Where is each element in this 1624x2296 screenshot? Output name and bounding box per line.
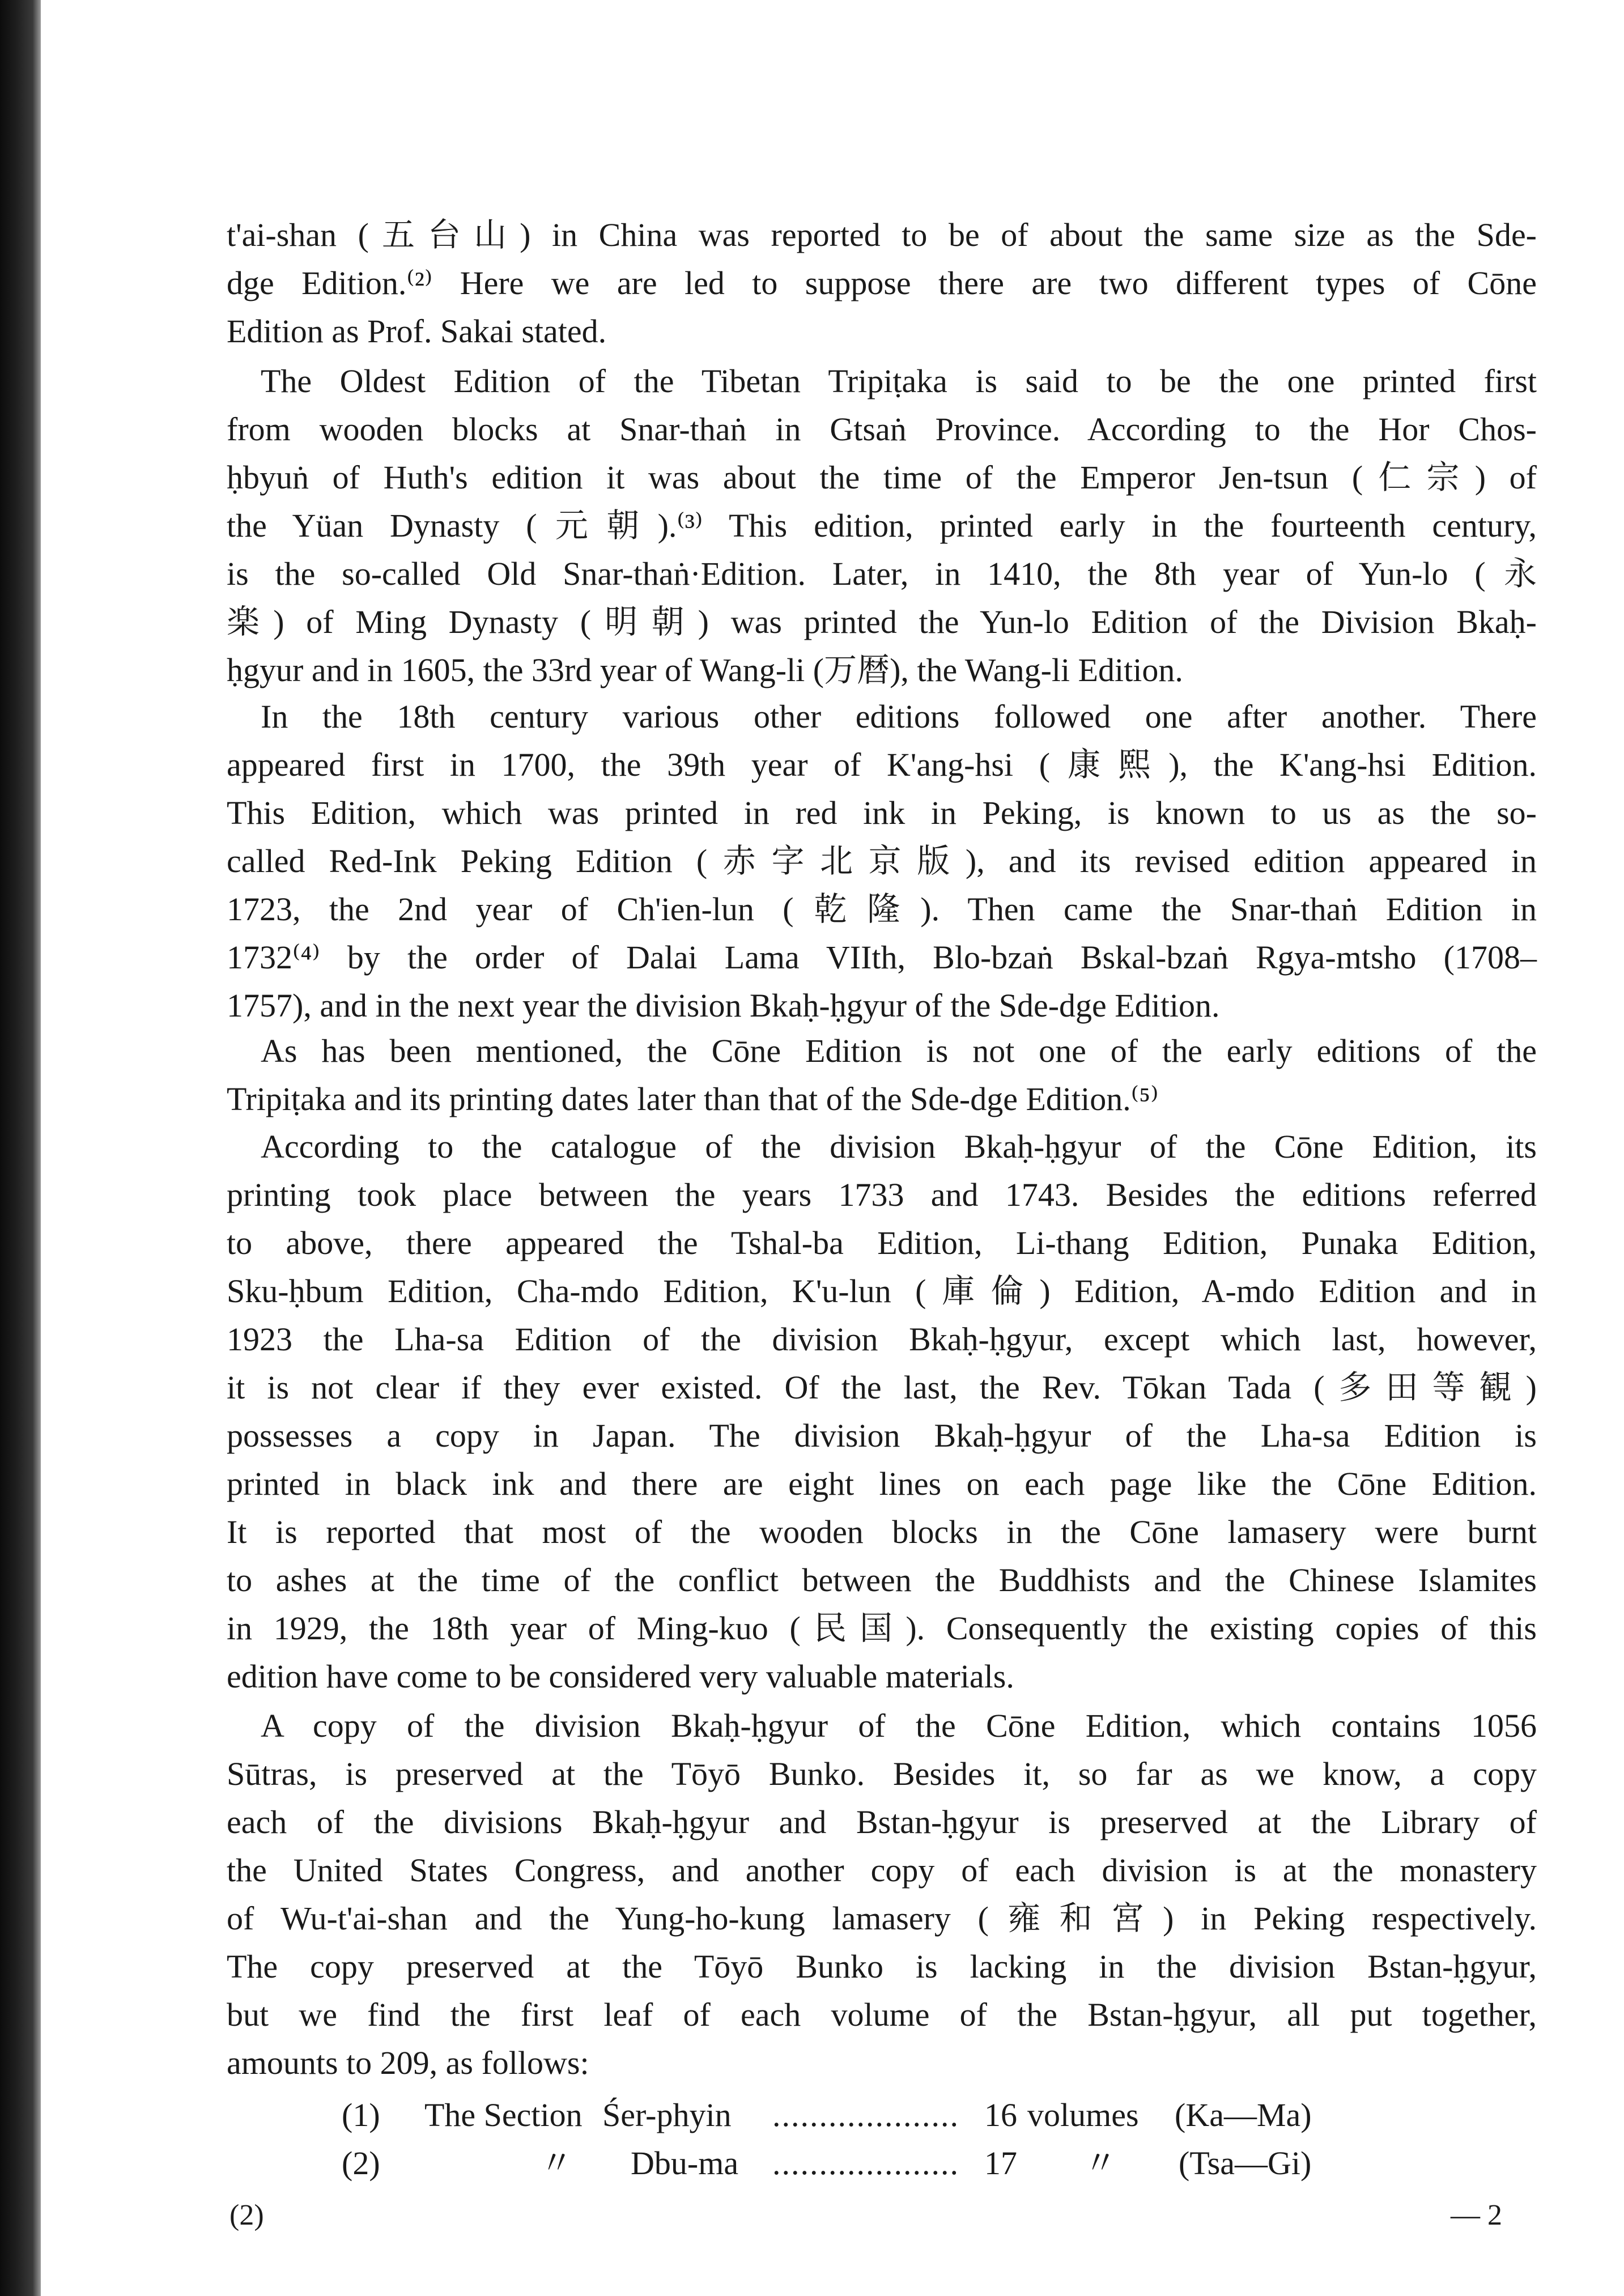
paragraph (227, 1027, 1537, 1123)
text-line: to ashes at the time of the conflict between the Buddhists and the Chinese Islamites (227, 1562, 1537, 1598)
text-line: to above, there appeared the Tshal-ba Edition, Li-thang Edition, Punaka Edition, (227, 1224, 1537, 1261)
text-line: Tripiṭaka and its printing dates later than that of the Sde-dge Edition.⁽⁵⁾ (227, 1081, 1159, 1117)
text-line: A copy of the division Bkaḥ-ḥgyur of the Cōne Edition, which contains 1056 (261, 1707, 1537, 1744)
text-line: 1732⁽⁴⁾ by the order of Dalai Lama VIIth, Blo-bzaṅ Bskal-bzaṅ Rgya-mtsho (1708– (227, 939, 1537, 976)
list-item (342, 2139, 1312, 2187)
text-line: 楽) of Ming Dynasty (明朝) was printed the Yun-lo Edition of the Division Bkaḥ- (227, 603, 1537, 640)
text-line: printing took place between the years 1733 and 1743. Besides the editions referred (227, 1176, 1537, 1213)
item-range: (Ka—Ma) (1175, 2097, 1312, 2133)
text-line: As has been mentioned, the Cōne Edition is not one of the early editions of the (261, 1032, 1537, 1069)
text-line: 1723, the 2nd year of Ch'ien-lun (乾隆). Then came the Snar-thaṅ Edition in (227, 891, 1537, 928)
scan-edge (0, 0, 41, 2296)
text-line: According to the catalogue of the division Bkaḥ-ḥgyur of the Cōne Edition, its (261, 1128, 1537, 1165)
text-line: amounts to 209, as follows: (227, 2044, 589, 2081)
paragraph (227, 1123, 1537, 1700)
paragraph (227, 1702, 1537, 2087)
item-unit: 〃 (1084, 2145, 1117, 2182)
item-count: 16 (984, 2097, 1017, 2133)
text-line: of Wu-t'ai-shan and the Yung-ho-kung lamasery (雍和宮) in Peking respectively. (227, 1900, 1537, 1937)
text-line: ḥbyuṅ of Huth's edition it was about the time of the Emperor Jen-tsun (仁宗) of (227, 459, 1537, 496)
text-line: 1923 the Lha-sa Edition of the division Bkaḥ-ḥgyur, except which last, however, (227, 1321, 1537, 1358)
item-name: Dbu-ma (631, 2145, 739, 2182)
text-line: Edition as Prof. Sakai stated. (227, 313, 607, 350)
text-line: the United States Congress, and another copy of each division is at the monastery (227, 1852, 1537, 1889)
text-line: appeared first in 1700, the 39th year of K'ang-hsi (康熙), the K'ang-hsi Edition. (227, 746, 1537, 783)
text-line: Sku-ḥbum Edition, Cha-mdo Edition, K'u-lun (庫倫) Edition, A-mdo Edition and in (227, 1273, 1537, 1309)
item-number: (1) (342, 2097, 380, 2133)
text-line: dge Edition.⁽²⁾ Here we are led to suppose there are two different types of Cōne (227, 265, 1537, 301)
text-line: This Edition, which was printed in red ink in Peking, is known to us as the so- (227, 794, 1537, 831)
item-prefix: The Section (424, 2097, 583, 2133)
text-line: in 1929, the 18th year of Ming-kuo (民国). Consequently the existing copies of this (227, 1610, 1537, 1647)
text-line: from wooden blocks at Snar-thaṅ in Gtsaṅ Province. According to the Hor Chos- (227, 411, 1537, 448)
footer-page-right: — 2 (1451, 2199, 1502, 2231)
text-line: possesses a copy in Japan. The division Bkaḥ-ḥgyur of the Lha-sa Edition is (227, 1417, 1537, 1454)
paragraph (227, 692, 1537, 1030)
item-unit: volumes (1027, 2097, 1139, 2133)
text-line: but we find the first leaf of each volume of the Bstan-ḥgyur, all put together, (227, 1996, 1537, 2033)
text-line: It is reported that most of the wooden blocks in the Cōne lamasery were burnt (227, 1513, 1537, 1550)
item-prefix: 〃 (540, 2145, 573, 2182)
paragraph (227, 211, 1537, 355)
item-leader: .................... (772, 2145, 959, 2182)
text-line: ḥgyur and in 1605, the 33rd year of Wang-li (万暦), the Wang-li Edition. (227, 652, 1183, 688)
footer-page-left: (2) (229, 2199, 264, 2231)
item-name: Śer-phyin (602, 2097, 732, 2133)
text-line: called Red-Ink Peking Edition (赤字北京版), and its revised edition appeared in (227, 843, 1537, 879)
paragraph (227, 357, 1537, 694)
item-number: (2) (342, 2145, 380, 2182)
text-line: The Oldest Edition of the Tibetan Tripiṭaka is said to be the one printed first (261, 363, 1537, 399)
text-line: printed in black ink and there are eight lines on each page like the Cōne Edition. (227, 1465, 1537, 1502)
item-range: (Tsa—Gi) (1179, 2145, 1312, 2182)
text-line: In the 18th century various other editions followed one after another. There (261, 698, 1537, 735)
text-line: edition have come to be considered very valuable materials. (227, 1658, 1014, 1695)
text-line: it is not clear if they ever existed. Of the last, the Rev. Tōkan Tada (多田等観) (227, 1369, 1537, 1406)
text-line: is the so-called Old Snar-thaṅ·Edition. Later, in 1410, the 8th year of Yun-lo (永 (227, 555, 1537, 592)
text-line: Sūtras, is preserved at the Tōyō Bunko. Besides it, so far as we know, a copy (227, 1755, 1537, 1792)
text-line: The copy preserved at the Tōyō Bunko is lacking in the division Bstan-ḥgyur, (227, 1948, 1537, 1985)
text-line: the Yüan Dynasty (元朝).⁽³⁾ This edition, printed early in the fourteenth century, (227, 507, 1537, 544)
item-count: 17 (984, 2145, 1017, 2182)
text-line: each of the divisions Bkaḥ-ḥgyur and Bstan-ḥgyur is preserved at the Library of (227, 1804, 1537, 1840)
list-item (342, 2091, 1312, 2139)
text-line: t'ai-shan (五台山) in China was reported to be of about the same size as the Sde- (227, 216, 1537, 253)
item-leader: .................... (772, 2097, 959, 2133)
text-line: 1757), and in the next year the division Bkaḥ-ḥgyur of the Sde-dge Edition. (227, 987, 1220, 1024)
